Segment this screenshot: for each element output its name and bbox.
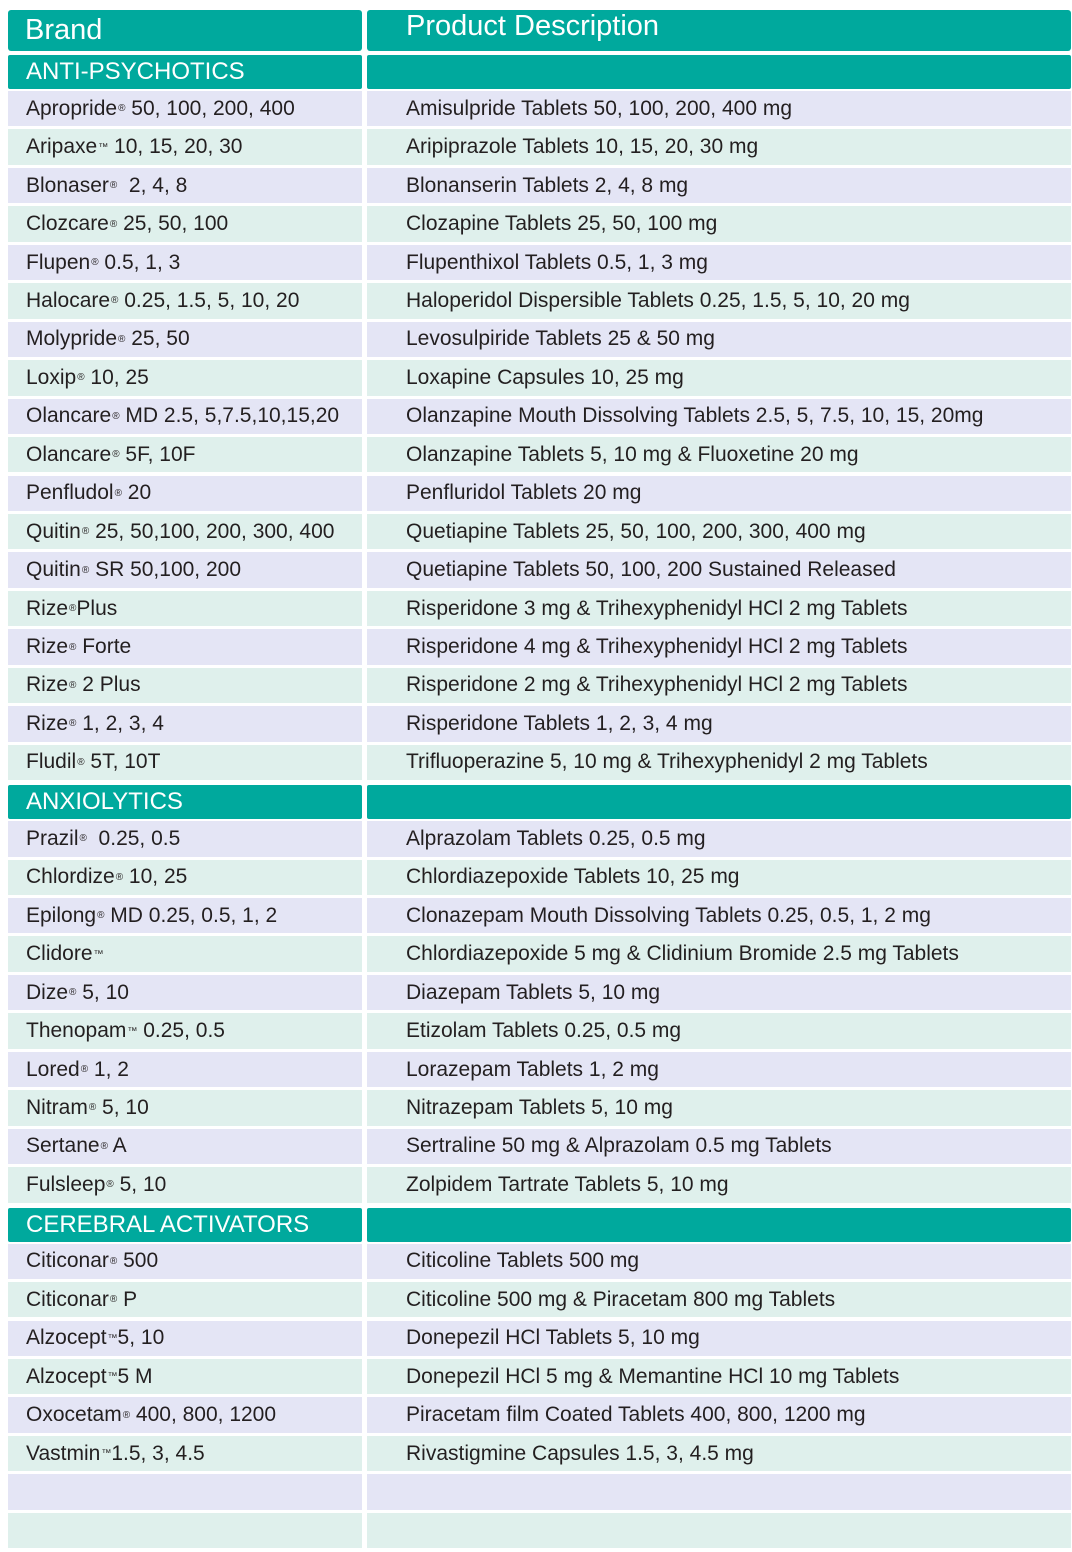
brand-name: Citiconar <box>26 1249 109 1273</box>
trademark-mark: ™ <box>107 1332 118 1344</box>
section-header-blank <box>367 1208 1071 1242</box>
table-row <box>0 1321 1072 1356</box>
trademark-mark: ™ <box>101 1448 112 1460</box>
brand-cell <box>8 898 362 933</box>
trademark-mark: ® <box>118 103 126 115</box>
trademark-mark: ® <box>69 718 77 730</box>
brand-cell <box>8 476 362 511</box>
brand-name: Alzocept <box>26 1364 107 1388</box>
table-row <box>0 437 1072 472</box>
brand-cell <box>8 283 362 318</box>
brand-strengths: A <box>107 1134 127 1158</box>
brand-cell <box>8 1244 362 1279</box>
brand-name: Chlordize <box>26 865 115 889</box>
description-cell: Chlordiazepoxide 5 mg & Clidinium Bromide 2.5 mg Tablets <box>367 936 1071 971</box>
brand-cell <box>8 629 362 664</box>
brand-strengths: 10, 25 <box>123 865 188 889</box>
table-row <box>0 975 1072 1010</box>
table-row <box>0 1052 1072 1087</box>
description-cell: Citicoline Tablets 500 mg <box>367 1244 1071 1279</box>
table-row <box>0 283 1072 318</box>
description-cell: Aripiprazole Tablets 10, 15, 20, 30 mg <box>367 129 1071 164</box>
table-header <box>0 10 1072 51</box>
table-row <box>0 322 1072 357</box>
brand-cell <box>8 360 362 395</box>
brand-strengths: 25, 50,100, 200, 300, 400 <box>89 519 335 543</box>
table-row <box>0 360 1072 395</box>
brand-strengths: 0.25, 1.5, 5, 10, 20 <box>118 288 300 312</box>
trademark-mark: ® <box>112 449 120 461</box>
brand-strengths: 0.25, 0.5 <box>137 1019 225 1043</box>
table-row <box>0 129 1072 164</box>
trademark-mark: ® <box>122 1409 131 1421</box>
brand-strengths: MD 0.25, 0.5, 1, 2 <box>104 903 278 927</box>
table-row <box>0 1397 1072 1432</box>
brand-cell <box>8 129 362 164</box>
description-cell: Lorazepam Tablets 1, 2 mg <box>367 1052 1071 1087</box>
brand-strengths: 2, 4, 8 <box>117 173 188 197</box>
table-row <box>0 206 1072 241</box>
trademark-mark: ® <box>69 987 77 999</box>
brand-name: Vastmin <box>26 1441 101 1465</box>
brand-cell <box>8 399 362 434</box>
brand-cell <box>8 206 362 241</box>
brand-cell <box>8 1090 362 1125</box>
trademark-mark: ™ <box>93 948 104 960</box>
description-cell <box>367 1513 1071 1548</box>
brand-strengths: 25, 50 <box>125 327 190 351</box>
brand-name: Flupen <box>26 250 91 274</box>
trademark-mark: ® <box>91 257 99 269</box>
trademark-mark: ® <box>118 333 126 345</box>
brand-strengths: Plus <box>76 596 118 620</box>
description-cell: Etizolam Tablets 0.25, 0.5 mg <box>367 1013 1071 1048</box>
trademark-mark: ™ <box>127 1025 138 1037</box>
brand-strengths: 1, 2 <box>88 1057 129 1081</box>
brand-strengths: 5, 10 <box>117 1326 165 1350</box>
table-row <box>0 1244 1072 1279</box>
brand-name: Blonaser <box>26 173 109 197</box>
brand-name: Epilong <box>26 903 97 927</box>
table-row <box>0 399 1072 434</box>
brand-cell <box>8 91 362 126</box>
brand-cell <box>8 1052 362 1087</box>
table-row <box>0 1513 1072 1548</box>
trademark-mark: ® <box>100 1140 108 1152</box>
brand-strengths: 500 <box>117 1249 159 1273</box>
description-cell: Penfluridol Tablets 20 mg <box>367 476 1071 511</box>
description-cell: Risperidone Tablets 1, 2, 3, 4 mg <box>367 706 1071 741</box>
table-row <box>0 1436 1072 1471</box>
brand-strengths: 10, 15, 20, 30 <box>108 135 243 159</box>
trademark-mark: ® <box>109 180 118 192</box>
brand-name: Rize <box>26 711 69 735</box>
description-cell: Amisulpride Tablets 50, 100, 200, 400 mg <box>367 91 1071 126</box>
description-cell: Citicoline 500 mg & Piracetam 800 mg Tablets <box>367 1282 1071 1317</box>
brand-name: Molypride <box>26 327 118 351</box>
brand-strengths: 10, 25 <box>84 365 149 389</box>
trademark-mark: ™ <box>98 141 109 153</box>
brand-cell <box>8 1282 362 1317</box>
brand-cell <box>8 1013 362 1048</box>
table-row <box>0 936 1072 971</box>
trademark-mark: ™ <box>107 1371 118 1383</box>
brand-strengths: 0.25, 0.5 <box>86 826 181 850</box>
brand-strengths: 400, 800, 1200 <box>130 1403 277 1427</box>
description-cell: Olanzapine Mouth Dissolving Tablets 2.5, 5, 7.5, 10, 15, 20mg <box>367 399 1071 434</box>
brand-name: Loxip <box>26 365 77 389</box>
brand-strengths: 5F, 10F <box>119 442 196 466</box>
description-cell: Diazepam Tablets 5, 10 mg <box>367 975 1071 1010</box>
brand-cell <box>8 1513 362 1548</box>
trademark-mark: ® <box>106 1179 114 1191</box>
brand-name: Rize <box>26 635 69 659</box>
brand-cell <box>8 1129 362 1164</box>
brand-name: Olancare <box>26 404 112 428</box>
brand-strengths: 1, 2, 3, 4 <box>76 711 164 735</box>
header-brand: Brand <box>8 10 362 51</box>
description-cell: Quetiapine Tablets 50, 100, 200 Sustained Released <box>367 552 1071 587</box>
description-cell: Clonazepam Mouth Dissolving Tablets 0.25, 0.5, 1, 2 mg <box>367 898 1071 933</box>
table-row <box>0 629 1072 664</box>
brand-name: Thenopam <box>26 1019 127 1043</box>
brand-strengths: 25, 50, 100 <box>117 212 229 236</box>
brand-name: Citiconar <box>26 1287 109 1311</box>
trademark-mark: ® <box>115 871 124 883</box>
brand-cell <box>8 975 362 1010</box>
description-cell: Rivastigmine Capsules 1.5, 3, 4.5 mg <box>367 1436 1071 1471</box>
trademark-mark: ® <box>109 218 118 230</box>
table-row <box>0 745 1072 780</box>
table-row <box>0 1474 1072 1509</box>
table-row <box>0 1090 1072 1125</box>
brand-strengths: 5, 10 <box>113 1172 167 1196</box>
brand-cell <box>8 1321 362 1356</box>
brand-name: Sertane <box>26 1134 100 1158</box>
brand-strengths: 1.5, 3, 4.5 <box>111 1441 205 1465</box>
brand-name: Lored <box>26 1057 80 1081</box>
table-row <box>0 245 1072 280</box>
brand-name: Aripaxe <box>26 135 98 159</box>
trademark-mark: ® <box>109 1255 118 1267</box>
brand-name: Clozcare <box>26 212 109 236</box>
trademark-mark: ® <box>114 487 122 499</box>
trademark-mark: ® <box>111 295 119 307</box>
brand-name: Prazil <box>26 826 79 850</box>
brand-cell <box>8 1397 362 1432</box>
brand-cell <box>8 1436 362 1471</box>
brand-cell <box>8 706 362 741</box>
section-header-blank <box>367 785 1071 819</box>
description-cell: Alprazolam Tablets 0.25, 0.5 mg <box>367 821 1071 856</box>
trademark-mark: ® <box>69 679 77 691</box>
description-cell: Flupenthixol Tablets 0.5, 1, 3 mg <box>367 245 1071 280</box>
trademark-mark: ® <box>81 526 90 538</box>
description-cell: Chlordiazepoxide Tablets 10, 25 mg <box>367 860 1071 895</box>
brand-name: Quitin <box>26 519 81 543</box>
brand-cell <box>8 168 362 203</box>
trademark-mark: ® <box>80 1064 89 1076</box>
brand-strengths: 0.5, 1, 3 <box>98 250 181 274</box>
brand-cell <box>8 245 362 280</box>
description-cell: Nitrazepam Tablets 5, 10 mg <box>367 1090 1071 1125</box>
description-cell: Donepezil HCl Tablets 5, 10 mg <box>367 1321 1071 1356</box>
trademark-mark: ® <box>81 564 90 576</box>
description-cell: Zolpidem Tartrate Tablets 5, 10 mg <box>367 1167 1071 1202</box>
brand-cell <box>8 745 362 780</box>
description-cell: Loxapine Capsules 10, 25 mg <box>367 360 1071 395</box>
brand-name: Alzocept <box>26 1326 107 1350</box>
brand-cell <box>8 860 362 895</box>
brand-cell <box>8 437 362 472</box>
brand-strengths: 5, 10 <box>76 980 129 1004</box>
table-row <box>0 898 1072 933</box>
brand-cell <box>8 514 362 549</box>
description-cell: Risperidone 2 mg & Trihexyphenidyl HCl 2 mg Tablets <box>367 668 1071 703</box>
brand-name: Fulsleep <box>26 1172 106 1196</box>
brand-strengths: 50, 100, 200, 400 <box>125 96 295 120</box>
table-row <box>0 514 1072 549</box>
table-row <box>0 1167 1072 1202</box>
brand-name: Halocare <box>26 288 111 312</box>
trademark-mark: ® <box>112 410 120 422</box>
table-row <box>0 821 1072 856</box>
description-cell: Clozapine Tablets 25, 50, 100 mg <box>367 206 1071 241</box>
trademark-mark: ® <box>109 1294 118 1306</box>
description-cell: Risperidone 3 mg & Trihexyphenidyl HCl 2 mg Tablets <box>367 591 1071 626</box>
section-header-anti-psychotics <box>0 55 1072 89</box>
brand-cell <box>8 552 362 587</box>
description-cell: Risperidone 4 mg & Trihexyphenidyl HCl 2 mg Tablets <box>367 629 1071 664</box>
section-header-blank <box>367 55 1071 89</box>
table-row <box>0 168 1072 203</box>
description-cell: Donepezil HCl 5 mg & Memantine HCl 10 mg Tablets <box>367 1359 1071 1394</box>
brand-cell <box>8 668 362 703</box>
brand-name: Rize <box>26 673 69 697</box>
description-cell: Haloperidol Dispersible Tablets 0.25, 1.5, 5, 10, 20 mg <box>367 283 1071 318</box>
brand-cell <box>8 821 362 856</box>
table-row <box>0 1129 1072 1164</box>
brand-name: Fludil <box>26 750 77 774</box>
table-row <box>0 1013 1072 1048</box>
table-row <box>0 91 1072 126</box>
brand-strengths: P <box>117 1287 138 1311</box>
brand-strengths: 2 Plus <box>76 673 141 697</box>
table-row <box>0 668 1072 703</box>
brand-cell <box>8 1167 362 1202</box>
table-row <box>0 1282 1072 1317</box>
brand-strengths: 5 M <box>117 1364 153 1388</box>
description-cell: Quetiapine Tablets 25, 50, 100, 200, 300, 400 mg <box>367 514 1071 549</box>
trademark-mark: ® <box>69 641 77 653</box>
table-row <box>0 476 1072 511</box>
description-cell: Piracetam film Coated Tablets 400, 800, 1200 mg <box>367 1397 1071 1432</box>
trademark-mark: ® <box>69 603 77 615</box>
brand-name: Olancare <box>26 442 112 466</box>
description-cell: Sertraline 50 mg & Alprazolam 0.5 mg Tablets <box>367 1129 1071 1164</box>
trademark-mark: ® <box>97 910 105 922</box>
section-title: CEREBRAL ACTIVATORS <box>8 1208 362 1242</box>
brand-strengths: 5T, 10T <box>84 750 161 774</box>
description-cell: Trifluoperazine 5, 10 mg & Trihexyphenidyl 2 mg Tablets <box>367 745 1071 780</box>
brand-strengths: Forte <box>76 635 132 659</box>
table-row <box>0 706 1072 741</box>
section-title: ANTI-PSYCHOTICS <box>8 55 362 89</box>
brand-name: Penfludol <box>26 481 114 505</box>
trademark-mark: ® <box>88 1102 97 1114</box>
table-row <box>0 591 1072 626</box>
brand-cell <box>8 322 362 357</box>
trademark-mark: ® <box>79 833 87 845</box>
description-cell: Levosulpiride Tablets 25 & 50 mg <box>367 322 1071 357</box>
table-row <box>0 552 1072 587</box>
brand-strengths: SR 50,100, 200 <box>89 558 242 582</box>
description-cell <box>367 1474 1071 1509</box>
section-title: ANXIOLYTICS <box>8 785 362 819</box>
brand-cell <box>8 591 362 626</box>
description-cell: Olanzapine Tablets 5, 10 mg & Fluoxetine 20 mg <box>367 437 1071 472</box>
brand-name: Clidore <box>26 942 93 966</box>
brand-name: Rize <box>26 596 69 620</box>
brand-cell <box>8 1359 362 1394</box>
section-header-cerebral-activators <box>0 1208 1072 1242</box>
trademark-mark: ® <box>77 372 85 384</box>
brand-cell <box>8 1474 362 1509</box>
section-header-anxiolytics <box>0 785 1072 819</box>
brand-name: Nitram <box>26 1095 88 1119</box>
table-row <box>0 1359 1072 1394</box>
trademark-mark: ® <box>77 756 85 768</box>
brand-strengths: 20 <box>121 481 152 505</box>
brand-strengths: 5, 10 <box>96 1095 149 1119</box>
brand-strengths: MD 2.5, 5,7.5,10,15,20 <box>119 404 340 428</box>
brand-cell <box>8 936 362 971</box>
brand-name: Quitin <box>26 558 81 582</box>
brand-name: Dize <box>26 980 69 1004</box>
brand-name: Apropride <box>26 96 118 120</box>
brand-name: Oxocetam <box>26 1403 122 1427</box>
description-cell: Blonanserin Tablets 2, 4, 8 mg <box>367 168 1071 203</box>
table-row <box>0 860 1072 895</box>
header-description: Product Description <box>367 10 1071 51</box>
